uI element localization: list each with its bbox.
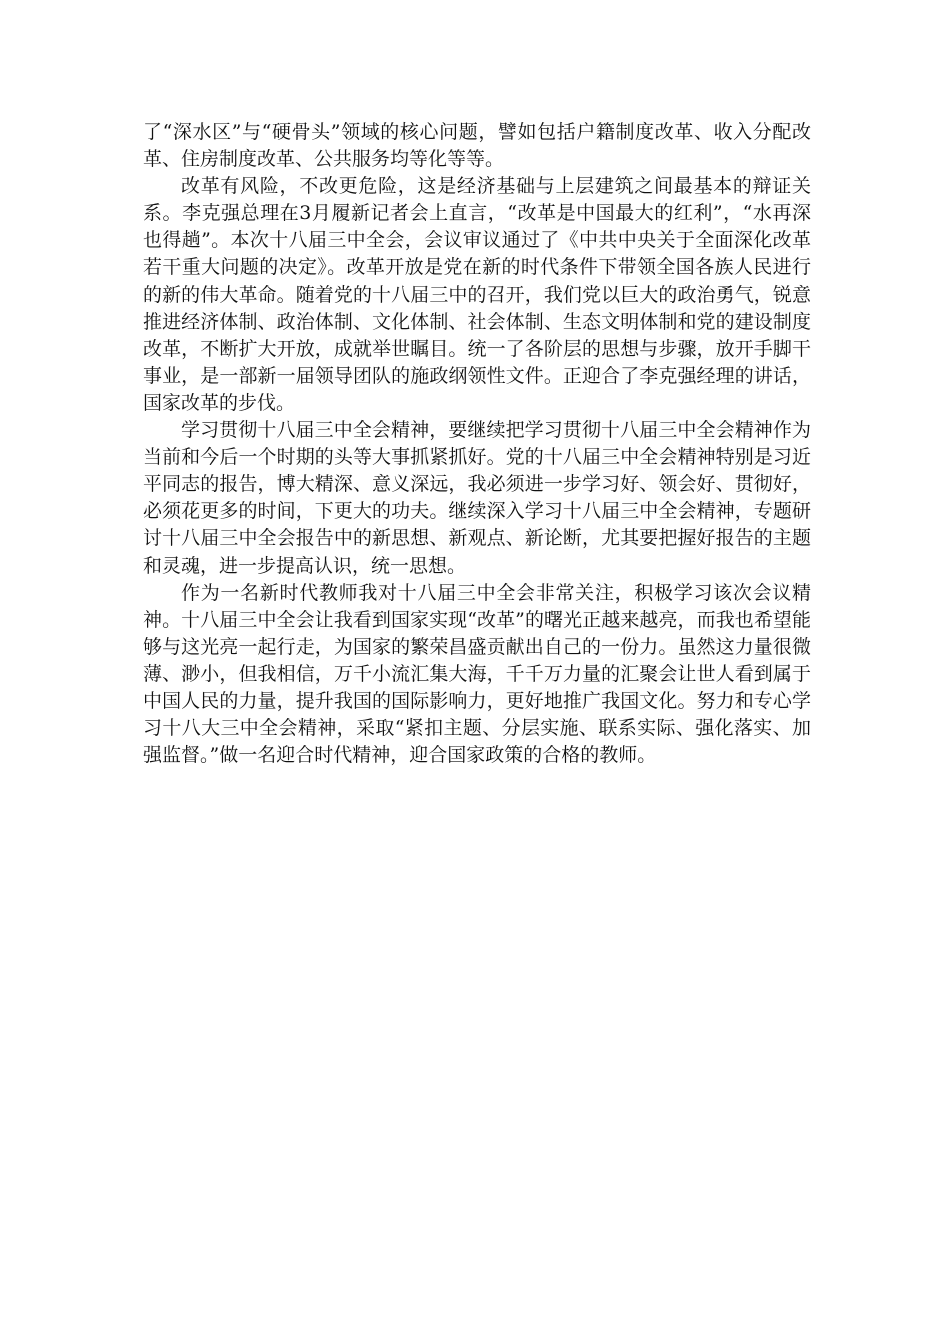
paragraph-teacher-reflection: 作为一名新时代教师我对十八届三中全会非常关注，积极学习该次会议精神。十八届三中全会让我看到国家实现“改革”的曙光正越来越亮，而我也希望能够与这光亮一起行走，为国家的繁荣昌盛贡献出自己的一份力。虽然这力量很微薄、渺小，但我相信，万千小流汇集大海，千千万力量的汇聚会让世人看到属于中国人民的力量，提升我国的国际影响力，更好地推广我国文化。努力和专心学习十八大三中全会精神，采取“紧扣主题、分层实施、联系实际、强化落实、加强监督。”做一名迎合时代精神，迎合国家政策的合格的教师。 — [143, 581, 811, 767]
paragraph-study-spirit: 学习贯彻十八届三中全会精神，要继续把学习贯彻十八届三中全会精神作为当前和今后一个时期的头等大事抓紧抓好。党的十八届三中全会精神特别是习近平同志的报告，博大精深、意义深远，我必须进一步学习好、领会好、贯彻好，必须花更多的时间，下更大的功夫。继续深入学习十八届三中全会精神，专题研讨十八届三中全会报告中的新思想、新观点、新论断，尤其要把握好报告的主题和灵魂，进一步提高认识，统一思想。 — [143, 419, 811, 577]
document-body — [143, 119, 811, 769]
paragraph-reform-risk: 改革有风险，不改更危险，这是经济基础与上层建筑之间最基本的辩证关系。李克强总理在3月履新记者会上直言，“改革是中国最大的红利”，“水再深也得趟”。本次十八届三中全会，会议审议通过了《中共中央关于全面深化改革若干重大问题的决定》。改革开放是党在新的时代条件下带领全国各族人民进行的新的伟大革命。随着党的十八届三中的召开，我们党以巨大的政治勇气，锐意推进经济体制、政治体制、文化体制、社会体制、生态文明体制和党的建设制度改革，不断扩大开放，成就举世瞩目。统一了各阶层的思想与步骤，放开手脚干事业，是一部新一届领导团队的施政纲领性文件。正迎合了李克强经理的讲话，国家改革的步伐。 — [143, 175, 811, 414]
paragraph-continued: 了“深水区”与“硬骨头”领域的核心问题，譬如包括户籍制度改革、收入分配改革、住房制度改革、公共服务均等化等等。 — [143, 121, 811, 171]
